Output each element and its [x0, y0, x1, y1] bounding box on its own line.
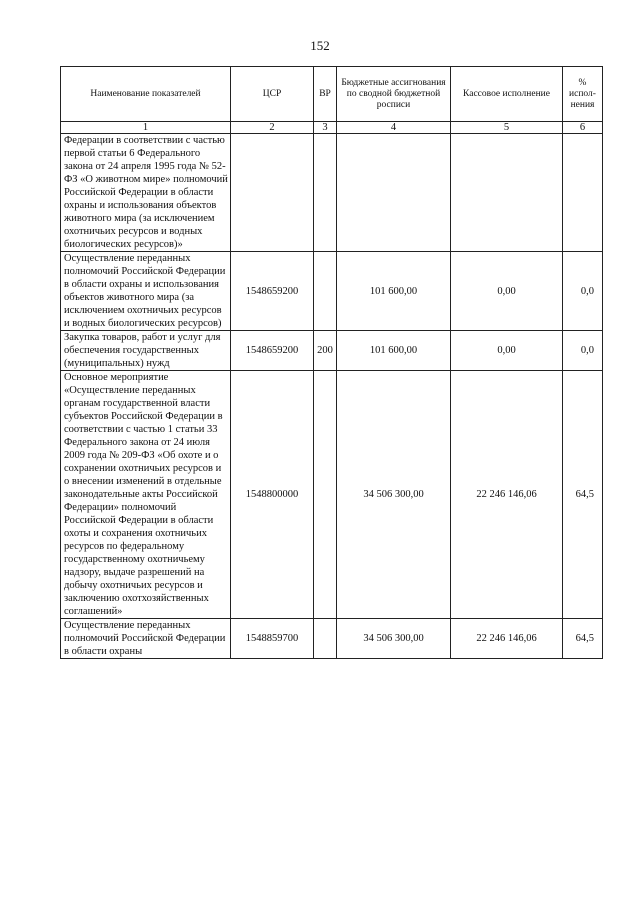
- row-csr: [231, 134, 314, 252]
- row-name: Федерации в соответствии с частью первой статьи 6 Федерального закона от 24 апреля 1995 года № 52-ФЗ «О животном мире» полномочий Российской Федерации в области охраны и использования объектов животного мира (за исключением охотничьих ресурсов и водных биологических ресурсов)»: [61, 134, 231, 252]
- row-percent: 0,0: [563, 252, 603, 331]
- row-budget: 34 506 300,00: [337, 371, 451, 619]
- row-cash: 0,00: [451, 252, 563, 331]
- header-indicator-name: Наименование показателей: [61, 67, 231, 122]
- row-name: Основное мероприятие «Осуществление переданных органам государственной власти субъектов Российской Федерации в соответствии с частью 1 статьи 33 Федерального закона от 24 июля 2009 года № 209-ФЗ «Об охоте и о сохранении охотничьих ресурсов и о внесении изменений в отдельные законодательные акты Российской Федерации» полномочий Российской Федерации в области охоты и сохранения охотничьих ресурсов по федеральному государственному охотничьему надзору, выдаче разрешений на добычу охотничьих ресурсов и заключению охотхозяйственных соглашений»: [61, 371, 231, 619]
- row-vr: [314, 252, 337, 331]
- row-percent: 64,5: [563, 371, 603, 619]
- row-budget: 34 506 300,00: [337, 619, 451, 659]
- column-number: 1: [61, 122, 231, 134]
- table-row: [61, 619, 603, 659]
- page-number: 152: [310, 38, 330, 53]
- row-percent: 0,0: [563, 331, 603, 371]
- column-number-row: [61, 122, 603, 134]
- row-cash: 22 246 146,06: [451, 371, 563, 619]
- row-cash: 0,00: [451, 331, 563, 371]
- header-budget-allocations: Бюджетные ассигнования по сводной бюджетной росписи: [337, 67, 451, 122]
- column-number: 4: [337, 122, 451, 134]
- budget-execution-table: [60, 66, 603, 659]
- row-percent: [563, 134, 603, 252]
- row-vr: [314, 619, 337, 659]
- row-budget: 101 600,00: [337, 252, 451, 331]
- row-budget: [337, 134, 451, 252]
- column-number: 2: [231, 122, 314, 134]
- row-vr: 200: [314, 331, 337, 371]
- table-row: [61, 331, 603, 371]
- table-row: [61, 134, 603, 252]
- table-header-row: [61, 67, 603, 122]
- row-cash: 22 246 146,06: [451, 619, 563, 659]
- header-csr: ЦСР: [231, 67, 314, 122]
- row-csr: 1548659200: [231, 331, 314, 371]
- column-number: 5: [451, 122, 563, 134]
- row-csr: 1548859700: [231, 619, 314, 659]
- column-number: 3: [314, 122, 337, 134]
- header-execution-percent: % испол-нения: [563, 67, 603, 122]
- row-vr: [314, 371, 337, 619]
- table-row: [61, 252, 603, 331]
- table-row: [61, 371, 603, 619]
- row-csr: 1548659200: [231, 252, 314, 331]
- row-name: Осуществление переданных полномочий Российской Федерации в области охраны: [61, 619, 231, 659]
- row-vr: [314, 134, 337, 252]
- row-budget: 101 600,00: [337, 331, 451, 371]
- row-name: Закупка товаров, работ и услуг для обеспечения государственных (муниципальных) нужд: [61, 331, 231, 371]
- row-cash: [451, 134, 563, 252]
- row-csr: 1548800000: [231, 371, 314, 619]
- row-name: Осуществление переданных полномочий Российской Федерации в области охраны и использования объектов животного мира (за исключением охотничьих ресурсов и водных биологических ресурсов): [61, 252, 231, 331]
- row-percent: 64,5: [563, 619, 603, 659]
- header-cash-execution: Кассовое исполнение: [451, 67, 563, 122]
- column-number: 6: [563, 122, 603, 134]
- header-vr: ВР: [314, 67, 337, 122]
